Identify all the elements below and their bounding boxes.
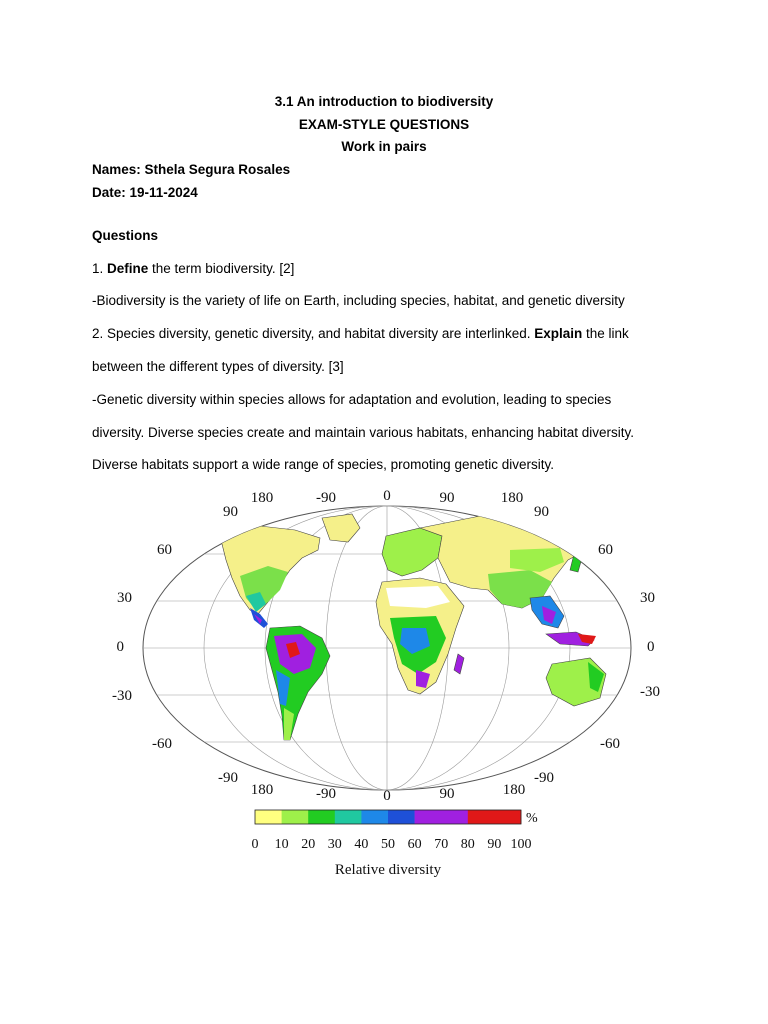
top-lon-label: 180 bbox=[250, 490, 274, 506]
left-latitude-labels bbox=[112, 504, 238, 786]
europe-shape bbox=[382, 528, 442, 576]
greenland-shape bbox=[322, 514, 360, 542]
bottom-lon-label: 90 bbox=[439, 786, 455, 802]
scale-cell bbox=[308, 810, 335, 824]
scale-cell bbox=[468, 810, 495, 824]
right-lat-label: -60 bbox=[600, 736, 620, 752]
date-line: Date: 19-11-2024 bbox=[92, 185, 198, 200]
scale-tick-label: 30 bbox=[327, 837, 342, 852]
scale-tick-label: 10 bbox=[274, 837, 289, 852]
top-lon-label: 0 bbox=[383, 488, 391, 504]
question-2-line-2: between the different types of diversity. [3] bbox=[92, 359, 344, 374]
scale-caption: Relative diversity bbox=[334, 862, 442, 878]
left-lat-label: 30 bbox=[117, 590, 132, 606]
scale-tick-label: 20 bbox=[301, 837, 316, 852]
scale-cells bbox=[255, 810, 521, 824]
scale-tick-labels bbox=[252, 837, 532, 852]
scale-cell bbox=[415, 810, 442, 824]
top-lon-label: -90 bbox=[316, 490, 336, 506]
bottom-lon-label: 180 bbox=[250, 782, 274, 798]
scale-tick-label: 40 bbox=[354, 837, 369, 852]
document-subtitle: EXAM-STYLE QUESTIONS bbox=[298, 117, 470, 132]
left-lat-label: -90 bbox=[218, 770, 238, 786]
answer-2-line-1: -Genetic diversity within species allows for adaptation and evolution, leading to species bbox=[92, 392, 612, 407]
document-title: 3.1 An introduction to biodiversity bbox=[274, 94, 494, 109]
q2-text: 2. Species diversity, genetic diversity, and habitat diversity are interlinked. bbox=[92, 326, 535, 341]
answer-2-line-2: diversity. Diverse species create and maintain various habitats, enhancing habitat diversity. bbox=[92, 425, 635, 440]
scale-cell bbox=[441, 810, 468, 824]
scale-tick-label: 90 bbox=[487, 837, 502, 852]
left-lat-label: -60 bbox=[152, 736, 172, 752]
left-lat-label: 0 bbox=[116, 639, 124, 655]
scale-tick-label: 0 bbox=[251, 837, 259, 852]
madagascar-shape bbox=[454, 654, 464, 674]
right-lat-label: -30 bbox=[640, 684, 660, 700]
top-lon-label: 180 bbox=[500, 490, 524, 506]
color-scale bbox=[252, 810, 539, 878]
scale-tick-label: 60 bbox=[407, 837, 422, 852]
q1-rest: the term biodiversity. [2] bbox=[148, 261, 295, 276]
top-lon-label: 90 bbox=[439, 490, 455, 506]
scale-cell bbox=[361, 810, 388, 824]
q2-tail: the link bbox=[582, 326, 629, 341]
scale-cell bbox=[494, 810, 521, 824]
left-lat-label: 90 bbox=[223, 504, 238, 520]
right-lat-label: 90 bbox=[534, 504, 549, 520]
bottom-longitude-labels bbox=[251, 782, 526, 804]
left-lat-label: -30 bbox=[112, 688, 132, 704]
right-lat-label: 30 bbox=[640, 590, 655, 606]
scale-tick-label: 100 bbox=[510, 837, 532, 852]
question-2-line-1 bbox=[92, 326, 629, 341]
bottom-lon-label: 180 bbox=[502, 782, 526, 798]
question-1 bbox=[92, 261, 294, 276]
scale-unit: % bbox=[526, 811, 538, 826]
scale-tick-label: 50 bbox=[381, 837, 395, 852]
bottom-lon-label: -90 bbox=[316, 786, 336, 802]
scale-tick-label: 80 bbox=[460, 837, 475, 852]
new-zealand-shape bbox=[606, 704, 618, 718]
answer-2-line-3: Diverse habitats support a wide range of species, promoting genetic diversity. bbox=[92, 457, 554, 472]
names-line: Names: Sthela Segura Rosales bbox=[92, 162, 291, 177]
q1-prefix: 1. bbox=[92, 261, 108, 276]
map-continents bbox=[220, 514, 618, 740]
biodiversity-map-figure bbox=[90, 478, 680, 888]
questions-heading: Questions bbox=[92, 228, 159, 243]
scale-tick-label: 70 bbox=[434, 837, 449, 852]
q1-keyword: Define bbox=[107, 261, 149, 276]
scale-cell bbox=[335, 810, 362, 824]
q2-keyword: Explain bbox=[534, 326, 583, 341]
scale-cell bbox=[388, 810, 415, 824]
scale-cell bbox=[255, 810, 282, 824]
right-lat-label: 0 bbox=[647, 639, 655, 655]
right-lat-label: -90 bbox=[534, 770, 554, 786]
document-note: Work in pairs bbox=[341, 139, 427, 154]
bottom-lon-label: 0 bbox=[383, 788, 391, 804]
scale-cell bbox=[282, 810, 309, 824]
answer-1: -Biodiversity is the variety of life on Earth, including species, habitat, and genetic diversity bbox=[92, 293, 625, 308]
top-longitude-labels bbox=[251, 488, 524, 506]
left-lat-label: 60 bbox=[157, 542, 172, 558]
right-lat-label: 60 bbox=[598, 542, 613, 558]
